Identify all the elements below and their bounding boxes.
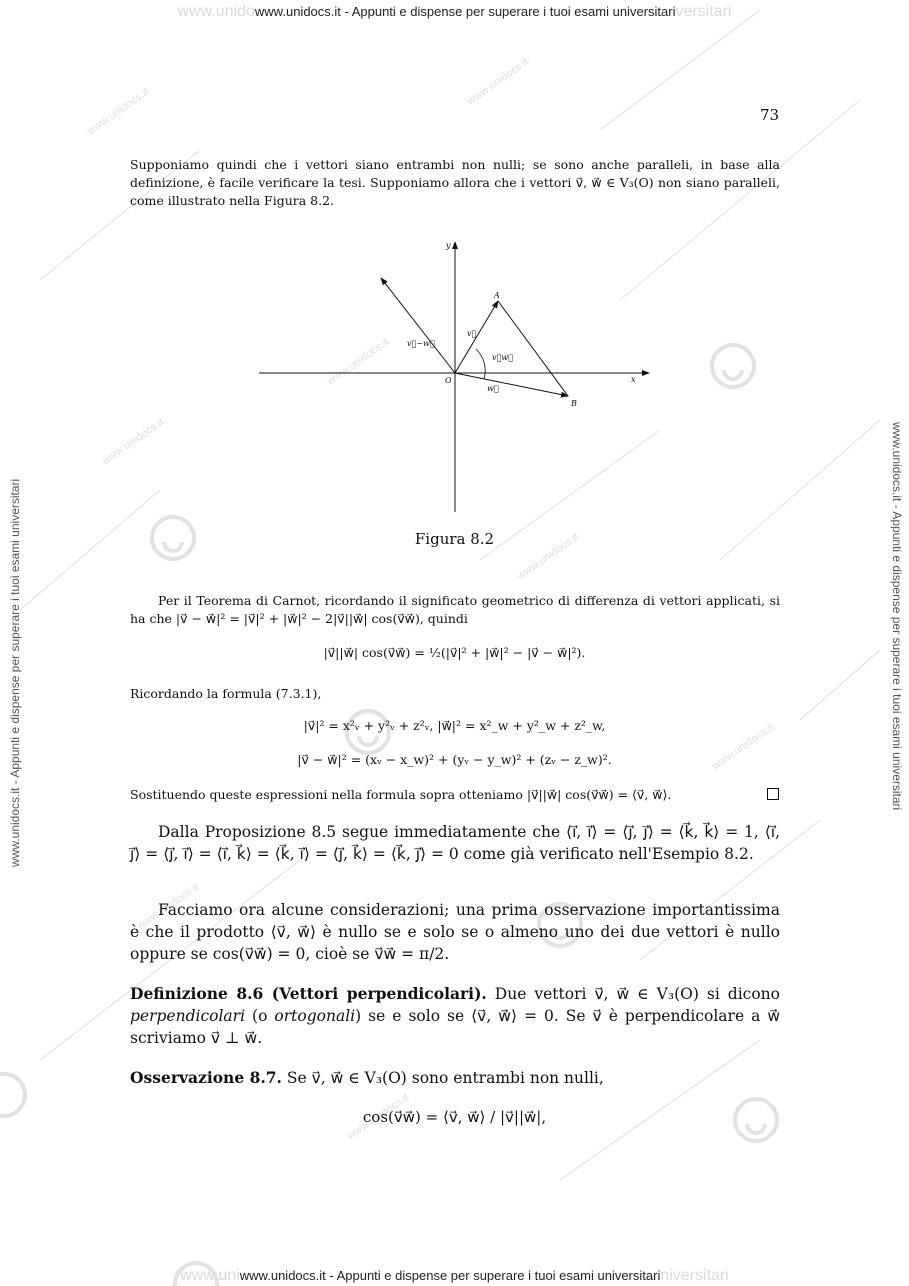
- definition-term-perpendicolari: perpendicolari: [130, 1007, 246, 1025]
- definition-block: [130, 983, 780, 1049]
- figure-caption: Figura 8.2: [414, 530, 495, 548]
- watermark-logo-icon: [712, 345, 754, 387]
- definition-title: Definizione 8.6 (Vettori perpendicolari).: [130, 984, 487, 1003]
- watermark-banner-text: www.unidocs.it - Appunti e dispense per superare i tuoi esami universitari: [239, 1268, 661, 1283]
- observation-block: [130, 1067, 780, 1089]
- definition-text-post: ) se e solo se ⟨v⃗, w⃗⟩ = 0. Se v⃗ è perpendicolare a w⃗ scriviamo v⃗ ⊥ w⃗.: [130, 1007, 781, 1047]
- qed-square-icon: [767, 788, 779, 800]
- watermark-ghost-left: www.uni: [180, 1267, 240, 1284]
- watermark-diagonal-text: www.unidocs.it: [134, 880, 202, 933]
- watermark-diagonal-text: www.unidocs.it: [514, 530, 582, 583]
- watermark-diagonal-text: www.unidocs.it: [464, 55, 532, 108]
- watermark-banner-text: www.unidocs.it - Appunti e dispense per superare i tuoi esami universitari: [254, 4, 676, 19]
- equation-cosine: cos(v⃗w⃗) = ⟨v⃗, w⃗⟩ / |v⃗||w⃗|,: [362, 1108, 547, 1126]
- watermark-diagonal-text: www.unidocs.it: [84, 85, 152, 138]
- paragraph-considerations: Facciamo ora alcune considerazioni; una prima osservazione importantissima è che il prodotto ⟨v⃗, w⃗⟩ è nullo se e solo se o almeno uno dei due vettori è nullo oppure se cos(v⃗w⃗) = 0, cioè se v⃗w⃗ = π/2.: [130, 901, 780, 963]
- label-v: v⃗: [467, 329, 477, 338]
- label-y: y: [446, 241, 451, 250]
- watermark-diagonal-text: www.unidocs.it: [344, 1090, 412, 1143]
- watermark-right-side: www.unidocs.it - Appunti e dispense per superare i tuoi esami universitari: [890, 422, 904, 811]
- watermark-ghost-left: www.unido: [177, 3, 255, 20]
- segment-ab: [498, 301, 568, 396]
- watermark-diagonal-text: www.unidocs.it: [324, 335, 392, 388]
- watermark-bottom-banner: [0, 1267, 909, 1285]
- angle-arc: [476, 349, 485, 379]
- watermark-left-side: www.unidocs.it - Appunti e dispense per superare i tuoi esami universitari: [8, 478, 22, 867]
- label-angle: v⃗w⃗: [492, 353, 513, 362]
- paragraph-intro: Supponiamo quindi che i vettori siano entrambi non nulli; se sono anche paralleli, in base alla definizione, è facile verificare la tesi. Supponiamo allora che i vettori v⃗, w⃗ ∈ V₃(O) non siano paralleli, come illustrato nella Figura 8.2.: [130, 157, 780, 208]
- figure-vectors: [255, 236, 655, 518]
- definition-text-mid: (o: [245, 1007, 275, 1025]
- watermark-diagonal-text: www.unidocs.it: [99, 415, 167, 468]
- watermark-diagonal-text: www.unidocs.it: [709, 720, 777, 773]
- label-v-minus-w: v⃗−w⃗: [407, 339, 435, 348]
- paragraph-proposition: Dalla Proposizione 8.5 segue immediatamente che ⟨ı⃗, ı⃗⟩ = ⟨ȷ⃗, ȷ⃗⟩ = ⟨k⃗, k⃗⟩ = 1, ⟨ı⃗, ȷ⃗⟩ = ⟨ȷ⃗, ı⃗⟩ = ⟨ı⃗, k⃗⟩ = ⟨k⃗, ı⃗⟩ = ⟨ȷ⃗, k⃗⟩ = ⟨k⃗, ȷ⃗⟩ = 0 come già verificato nell'Esempio 8.2.: [130, 823, 780, 863]
- label-w: w⃗: [487, 384, 499, 393]
- vector-v: [455, 301, 498, 373]
- definition-text-pre: Due vettori v⃗, w⃗ ∈ V₃(O) si dicono: [486, 985, 780, 1003]
- paragraph-carnot: Per il Teorema di Carnot, ricordando il significato geometrico di differenza di vettori applicati, si ha che |v⃗ − w⃗|² = |v⃗|² + |w⃗|² − 2|v⃗||w⃗| cos(v⃗w⃗), quindi: [130, 593, 780, 626]
- label-o: O: [445, 376, 452, 385]
- observation-text: Se v⃗, w⃗ ∈ V₃(O) sono entrambi non nulli,: [281, 1069, 604, 1087]
- paragraph-formula-ref: Ricordando la formula (7.3.1),: [130, 686, 322, 701]
- vector-w: [455, 373, 568, 396]
- equation-norms: |v⃗|² = x²ᵥ + y²ᵥ + z²ᵥ, |w⃗|² = x²_w + y²_w + z²_w,: [303, 718, 606, 733]
- label-a: A: [494, 291, 500, 300]
- paragraph-conclusion: Sostituendo queste espressioni nella formula sopra otteniamo |v⃗||w⃗| cos(v⃗w⃗) = ⟨v⃗, w⃗⟩.: [130, 787, 672, 802]
- page-number: 73: [760, 106, 780, 124]
- definition-term-ortogonali: ortogonali: [274, 1007, 356, 1025]
- watermark-ghost-right: niversitari: [660, 1267, 729, 1284]
- watermark-top-banner: [0, 3, 909, 21]
- label-x: x: [631, 375, 636, 384]
- equation-dot-product: |v⃗||w⃗| cos(v⃗w⃗) = ½(|v⃗|² + |w⃗|² − |v⃗ − w⃗|²).: [323, 645, 586, 660]
- label-b: B: [571, 399, 577, 408]
- observation-title: Osservazione 8.7.: [130, 1068, 282, 1087]
- watermark-ghost-right: versitari: [675, 3, 732, 20]
- vector-v-minus-w: [381, 278, 455, 373]
- equation-norm-difference: |v⃗ − w⃗|² = (xᵥ − x_w)² + (yᵥ − y_w)² + (zᵥ − z_w)².: [297, 752, 612, 767]
